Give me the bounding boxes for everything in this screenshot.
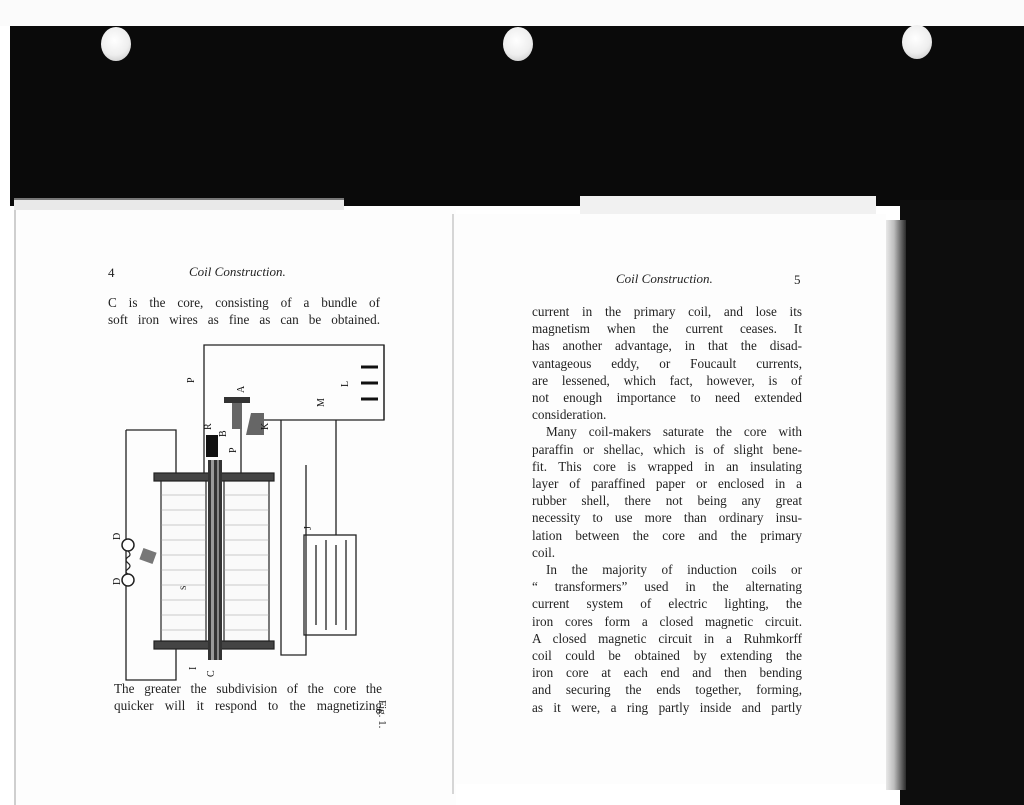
text-line: fit. This core is wrapped in an insulating [532, 458, 802, 474]
induction-coil-figure [112, 345, 426, 685]
text-line: vantageous eddy, or Foucault currents, [532, 355, 802, 371]
pushpin-icon [101, 27, 131, 61]
text-block [108, 294, 380, 328]
text-line: C is the core, consisting of a bundle of [108, 295, 380, 310]
figure-label: P [228, 447, 239, 453]
text-line: soft iron wires as fine as can be obtained. [108, 312, 380, 328]
text-line: layer of paraffined paper or enclosed in a [532, 476, 802, 492]
scan-border-top [0, 0, 1024, 26]
text-line: paraffin or shellac, which is of slight bene- [532, 441, 802, 457]
text-line: The greater the subdivision of the core the [114, 681, 382, 696]
figure-label: L [340, 380, 351, 387]
text-line: are lessened, which fact, however, is of [532, 372, 802, 388]
adjusting-screw-head [224, 397, 250, 403]
text-line: “ transformers” used in the alternating [532, 579, 802, 595]
wire [281, 420, 306, 655]
text-line: current in the primary coil, and lose its [532, 304, 802, 319]
text-line: coil could be obtained by extending the [532, 648, 802, 664]
figure-label: S [179, 585, 188, 590]
figure-label: B [218, 430, 229, 437]
text-line: consideration. [532, 407, 607, 423]
text-line: Many coil-makers saturate the core with [546, 424, 802, 440]
text-line: and securing the ends together, forming, [532, 682, 802, 698]
figure-label: D [112, 577, 123, 585]
left-page [14, 210, 456, 805]
page-stack-edge [886, 220, 906, 790]
figure-label: D [112, 532, 123, 540]
running-header: Coil Construction. [616, 271, 713, 286]
figure-label: P [186, 377, 197, 383]
text-line: coil. [532, 544, 556, 560]
pushpin-icon [503, 27, 533, 61]
text-line: iron cores form a closed magnetic circuit. [532, 613, 802, 629]
condenser [304, 535, 356, 635]
text-line: rubber shell, there not being any great [532, 493, 802, 509]
text-line: lation between the core and the primary [532, 527, 802, 543]
text-line: as it were, a ring partly inside and partly [532, 699, 802, 715]
text-block [532, 303, 802, 716]
text-line: current system of electric lighting, the [532, 596, 802, 612]
discharger-ball [122, 574, 134, 586]
open-book [14, 200, 886, 805]
text-line: magnetism when the current ceases. It [532, 321, 802, 337]
pushpin-icon [902, 25, 932, 59]
figure-caption: Fig. 1. [376, 700, 388, 729]
secondary-coil-right [224, 481, 269, 641]
figure-label: A [236, 385, 247, 393]
text-line: In the majority of induction coils or [546, 562, 802, 578]
text-line: A closed magnetic circuit in a Ruhmkorff [532, 630, 802, 646]
figure-label: R [203, 423, 214, 430]
figure-label: C [206, 670, 217, 677]
text-block [114, 680, 382, 714]
adjusting-screw [232, 403, 242, 429]
text-line: quicker will it respond to the magnetizing [114, 698, 382, 714]
armature [206, 435, 218, 457]
right-page [454, 214, 886, 784]
text-line: has another advantage, in that the disad- [532, 338, 802, 354]
figure-label: I [188, 666, 199, 670]
text-line: not enough importance to need extended [532, 390, 802, 406]
secondary-coil-left [161, 481, 206, 641]
page-number: 4 [108, 265, 115, 280]
text-line: necessity to use more than ordinary insu- [532, 510, 802, 526]
figure-label: K [260, 422, 271, 430]
page-number: 5 [794, 272, 801, 287]
text-line: iron core at each end and then bending [532, 665, 802, 681]
running-header: Coil Construction. [189, 264, 286, 279]
discharger-ball [122, 539, 134, 551]
figure-label: J [303, 526, 314, 530]
iron-core [208, 460, 222, 660]
scan-background-right [900, 200, 1024, 805]
figure-label: M [316, 398, 327, 407]
